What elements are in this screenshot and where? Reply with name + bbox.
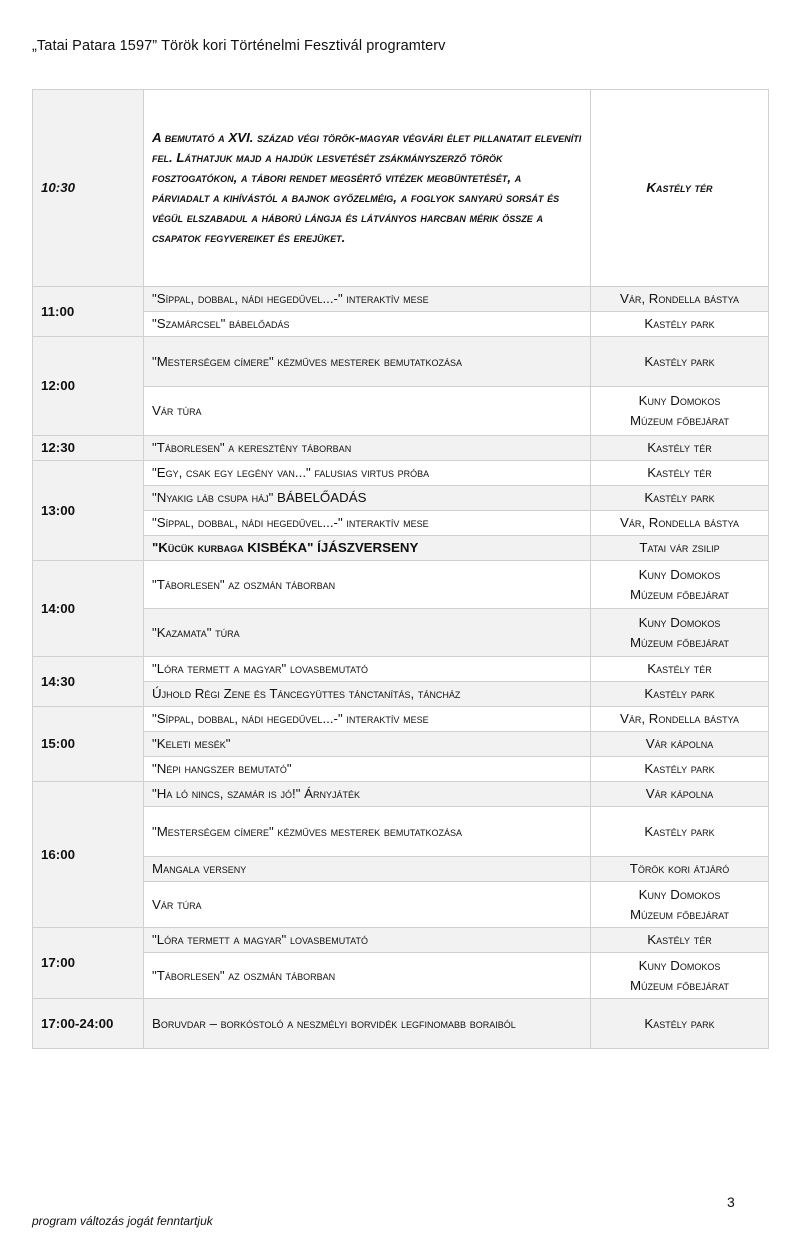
location-cell: Török kori átjáró	[591, 857, 769, 882]
table-row	[33, 953, 769, 999]
table-row	[33, 928, 769, 953]
program-cell: "Táborlesen" a keresztény táborban	[144, 436, 591, 461]
program-cell: "Táborlesen" az oszmán táborban	[144, 953, 591, 999]
table-row	[33, 511, 769, 536]
program-cell: Boruvdar – borkóstoló a neszmélyi borvidék legfinomabb boraiból	[144, 999, 591, 1049]
table-row	[33, 287, 769, 312]
location-line: Múzeum főbejárat	[629, 634, 730, 650]
program-cell: Vár túra	[144, 882, 591, 928]
program-cell: Vár túra	[144, 387, 591, 436]
time-cell: 15:00	[33, 707, 144, 782]
program-cell: "Kücük kurbaga KISBÉKA" ÍJÁSZVERSENY	[144, 536, 591, 561]
location-cell: Kastély park	[591, 682, 769, 707]
program-cell: "Mesterségem címere" kézműves mesterek bemutatkozása	[144, 337, 591, 387]
location-cell: Kastély tér	[591, 657, 769, 682]
location-cell	[591, 387, 769, 436]
location-cell	[591, 882, 769, 928]
table-row	[33, 561, 769, 609]
location-cell: Kastély tér	[591, 90, 769, 287]
location-line: Múzeum főbejárat	[629, 586, 730, 602]
location-cell: Vár kápolna	[591, 732, 769, 757]
program-cell: "Mesterségem címere" kézműves mesterek bemutatkozása	[144, 807, 591, 857]
location-line: Múzeum főbejárat	[629, 977, 730, 993]
location-cell	[591, 609, 769, 657]
location-cell: Kastély tér	[591, 461, 769, 486]
table-row	[33, 657, 769, 682]
table-row	[33, 461, 769, 486]
location-cell	[591, 561, 769, 609]
table-row	[33, 312, 769, 337]
time-cell: 14:00	[33, 561, 144, 657]
location-line: Kuny Domokos	[638, 614, 721, 630]
location-line: Kuny Domokos	[638, 393, 721, 408]
time-cell: 10:30	[33, 90, 144, 287]
page-number: 3	[727, 1194, 735, 1210]
table-row	[33, 707, 769, 732]
program-cell: "Szamárcsel" bábelőadás	[144, 312, 591, 337]
table-row	[33, 782, 769, 807]
time-cell: 16:00	[33, 782, 144, 928]
program-cell: Mangala verseny	[144, 857, 591, 882]
program-cell: "Síppal, dobbal, nádi hegedűvel...-" interaktív mese	[144, 511, 591, 536]
table-row	[33, 387, 769, 436]
time-cell: 12:00	[33, 337, 144, 436]
table-row	[33, 882, 769, 928]
table-row	[33, 999, 769, 1049]
table-row	[33, 682, 769, 707]
location-cell: Kastély park	[591, 999, 769, 1049]
location-line: Múzeum főbejárat	[629, 413, 730, 428]
table-row	[33, 90, 769, 287]
program-cell: "Népi hangszer bemutató"	[144, 757, 591, 782]
time-cell: 14:30	[33, 657, 144, 707]
program-cell: "Nyakig láb csupa háj" BÁBELŐADÁS	[144, 486, 591, 511]
table-row	[33, 857, 769, 882]
location-cell: Vár, Rondella bástya	[591, 707, 769, 732]
location-cell: Kastély park	[591, 757, 769, 782]
program-cell: "Síppal, dobbal, nádi hegedűvel...-" interaktív mese	[144, 287, 591, 312]
time-cell: 12:30	[33, 436, 144, 461]
table-row	[33, 609, 769, 657]
location-cell: Tatai vár zsilip	[591, 536, 769, 561]
program-cell: "Táborlesen" az oszmán táborban	[144, 561, 591, 609]
location-line: Kuny Domokos	[638, 566, 721, 582]
location-cell: Vár kápolna	[591, 782, 769, 807]
location-line: Kuny Domokos	[638, 957, 721, 973]
program-cell: Újhold Régi Zene és Táncegyüttes tánctanítás, táncház	[144, 682, 591, 707]
time-cell: 11:00	[33, 287, 144, 337]
document-title: „Tatai Patara 1597” Török kori Történelmi Fesztivál programterv	[32, 38, 446, 54]
location-cell	[591, 953, 769, 999]
table-row	[33, 486, 769, 511]
table-row	[33, 807, 769, 857]
table-row	[33, 436, 769, 461]
location-cell: Kastély park	[591, 337, 769, 387]
footer-note: program változás jogát fenntartjuk	[32, 1214, 213, 1228]
table-row	[33, 536, 769, 561]
table-row	[33, 337, 769, 387]
program-cell: "Lóra termett a magyar" lovasbemutató	[144, 657, 591, 682]
location-line: Múzeum főbejárat	[629, 906, 730, 922]
table-row	[33, 732, 769, 757]
program-cell: "Síppal, dobbal, nádi hegedűvel...-" interaktív mese	[144, 707, 591, 732]
location-cell: Kastély park	[591, 807, 769, 857]
intro-description: A bemutató a XVI. század végi török-magyar végvári élet pillanatait eleveníti fel. Láthatjuk majd a hajdúk lesvetését zsákmányszerző török fosztogatókon, a tábori rendet megsértő vitézek megbüntetését, a párviadalt a kihívástól a bajnok győzelméig, a foglyok sanyarú sorsát és végül elszabadul a háború lángja és látványos harcban mérik össze a csapatok fegyvereiket és erejüket.	[144, 90, 591, 287]
location-cell: Vár, Rondella bástya	[591, 511, 769, 536]
program-cell: "Lóra termett a magyar" lovasbemutató	[144, 928, 591, 953]
location-cell: Kastély park	[591, 312, 769, 337]
location-cell: Kastély tér	[591, 928, 769, 953]
program-cell: "Kazamata" túra	[144, 609, 591, 657]
program-table	[32, 89, 769, 1049]
location-cell: Kastély park	[591, 486, 769, 511]
program-cell: "Ha ló nincs, szamár is jó!" Árnyjáték	[144, 782, 591, 807]
table-row	[33, 757, 769, 782]
program-cell: "Keleti mesék"	[144, 732, 591, 757]
program-cell: "Egy, csak egy legény van..." falusias virtus próba	[144, 461, 591, 486]
time-cell: 13:00	[33, 461, 144, 561]
location-cell: Kastély tér	[591, 436, 769, 461]
location-line: Kuny Domokos	[638, 886, 721, 902]
time-cell: 17:00	[33, 928, 144, 999]
time-cell: 17:00-24:00	[33, 999, 144, 1049]
location-cell: Vár, Rondella bástya	[591, 287, 769, 312]
